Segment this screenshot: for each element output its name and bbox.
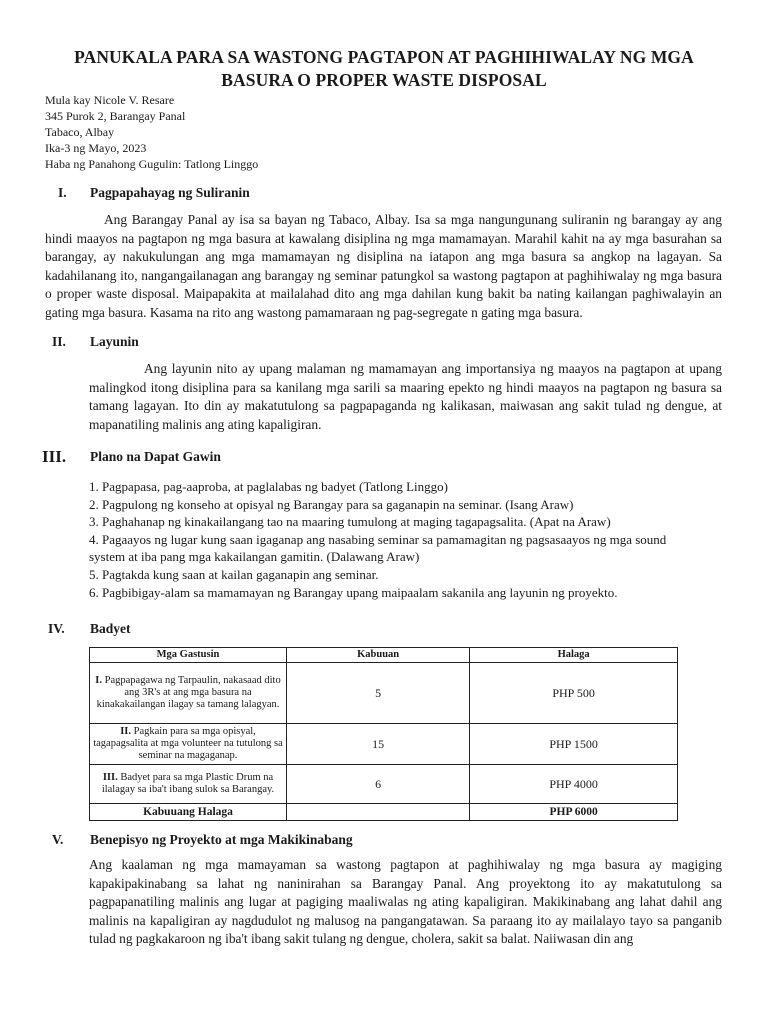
- expense-number: II.: [120, 726, 131, 737]
- list-item: 1. Pagpapasa, pag-aaproba, at paglalabas ng badyet (Tatlong Linggo): [89, 479, 448, 494]
- list-item-continuation: system at iba pang mga kakailangan gamitin. (Dalawang Araw): [89, 549, 420, 565]
- section-3-number: III.: [42, 447, 67, 466]
- section-2-paragraph: Ang layunin nito ay upang malaman ng mamamayan ang importansiya ng maayos na pagtapon at upang malingkod itong disiplina para sa kanilang mga sarili sa maaring epekto ng hindi maayos na pagtapon ng basura sa tamang lagayan. Ito din ay makatutulong sa pagpapaganda ng kalikasan, maiwasan ang sakit tulad ng dengue, at mapanatiling malinis ang ating kapaligiran.: [89, 361, 722, 432]
- table-row: [90, 663, 678, 724]
- column-header-expenses: Mga Gastusin: [90, 648, 287, 663]
- table-total-row: [90, 804, 678, 821]
- expense-text: Badyet para sa mga Plastic Drum na ilalagay sa iba't ibang sulok sa Barangay.: [101, 772, 275, 795]
- list-item: 3. Paghahanap ng kinakailangang tao na maaring tumulong at maging tagapagsalita. (Apat na Araw): [89, 514, 611, 530]
- column-header-amount: Halaga: [470, 648, 678, 663]
- expense-quantity: 6: [287, 765, 470, 804]
- proposal-duration: Haba ng Panahong Gugulin: Tatlong Linggo: [45, 157, 259, 171]
- expense-quantity: 15: [287, 724, 470, 765]
- section-4-title: Badyet: [90, 621, 131, 636]
- author-info: [45, 92, 258, 172]
- section-2-body: [89, 360, 722, 434]
- section-3-title: Plano na Dapat Gawin: [90, 449, 221, 464]
- table-row: [90, 724, 678, 765]
- section-2-title: Layunin: [90, 334, 139, 349]
- proposal-date: Ika-3 ng Mayo, 2023: [45, 141, 147, 155]
- section-1-number: I.: [58, 185, 67, 200]
- list-item: 5. Pagtakda kung saan at kailan gaganapin ang seminar.: [89, 566, 379, 582]
- table-row: [90, 765, 678, 804]
- section-1-body: [45, 211, 722, 323]
- expense-description: [90, 663, 287, 724]
- section-2-number: II.: [52, 334, 66, 349]
- expense-number: I.: [95, 675, 103, 686]
- expense-description: [90, 765, 287, 804]
- expense-amount: PHP 500: [470, 663, 678, 724]
- section-5-body: [89, 856, 722, 949]
- section-1-title: Pagpapahayag ng Suliranin: [90, 185, 250, 200]
- expense-quantity: 5: [287, 663, 470, 724]
- section-5-paragraph: Ang kaalaman ng mga mamayaman sa wastong pagtapon at paghihiwalay ng mga basura ay magiging kapakipakinabang sa lahat ng naninirahan sa Barangay Panal. Ang proyektong ito ay makatutulong sa pagpapanatiling malinis ang lugar at pagiging maaliwalas ng ating kapaligiran. Makikinabang ang lahat dahil ang malinis na kapaligiran ay nagdudulot ng malusog na pangangatawan. Sa paraang ito ay mailalayo tayo sa panganib tulad ng pagkakaroon ng iba't ibang sakit tulang ng dengue, cholera, sakit sa balat. Naiiwasan din ang: [89, 857, 722, 947]
- author-address-2: Tabaco, Albay: [45, 125, 115, 139]
- expense-amount: PHP 4000: [470, 765, 678, 804]
- budget-table: [89, 647, 678, 821]
- section-1-paragraph: Ang Barangay Panal ay isa sa bayan ng Tabaco, Albay. Isa sa mga nangungunang suliranin ng barangay ay ang hindi maayos na pagtapon ng mga basura at kawalang disiplina ng mga mamamayan. Marahil kahit na ay mga basurahan sa barangay, ay nakukulungan ang mga mamamayan ng disiplina na iatapon ang mga basura sa angkop na lagayan. Sa kadahilanang ito, nangangailanagan ang barangay ng seminar patungkol sa wastong pagtapon at paghihiwalay ng mga basura o proper waste disposal. Maipapakita at mailalahad dito ang mga dahilan kung bakit ba nating kailangan paghiwalayin an gating mga basura. Kasama na rito ang wastong pamamaraan ng pag-segregate n gating mga basura.: [45, 212, 722, 320]
- author-from: Mula kay Nicole V. Resare: [45, 93, 175, 107]
- list-item: 4. Pagaayos ng lugar kung saan igaganap ang nasabing seminar sa pamamagitan ng pagsasaayos ng mga sound: [89, 531, 667, 547]
- column-header-total: Kabuuan: [287, 648, 470, 663]
- expense-number: III.: [102, 772, 118, 783]
- table-header-row: [90, 648, 678, 663]
- total-label: Kabuuang Halaga: [90, 804, 287, 821]
- total-empty-cell: [287, 804, 470, 821]
- list-item: 2. Pagpulong ng konseho at opisyal ng Barangay para sa gaganapin na seminar. (Isang Araw): [89, 496, 574, 512]
- expense-amount: PHP 1500: [470, 724, 678, 765]
- author-address-1: 345 Purok 2, Barangay Panal: [45, 109, 186, 123]
- expense-text: Pagpapagawa ng Tarpaulin, nakasaad dito ang 3R's at ang mga basura na kinakakailangan ilagay sa tamang lalagyan.: [96, 675, 281, 710]
- plan-list: [89, 478, 666, 601]
- expense-description: [90, 724, 287, 765]
- section-5-title: Benepisyo ng Proyekto at mga Makikinabang: [90, 832, 353, 847]
- list-item: 6. Pagbibigay-alam sa mamamayan ng Barangay upang maipaalam sakanila ang layunin ng proyekto.: [89, 584, 618, 600]
- section-5-number: V.: [52, 832, 64, 847]
- total-amount: PHP 6000: [470, 804, 678, 821]
- section-4-number: IV.: [48, 621, 65, 636]
- expense-text: Pagkain para sa mga opisyal, tagapagsalita at mga volunteer na tutulong sa seminar na magaganap.: [93, 726, 283, 761]
- document-title: PANUKALA PARA SA WASTONG PAGTAPON AT PAGHIHIWALAY NG MGA BASURA O PROPER WASTE DISPOSAL: [74, 47, 694, 90]
